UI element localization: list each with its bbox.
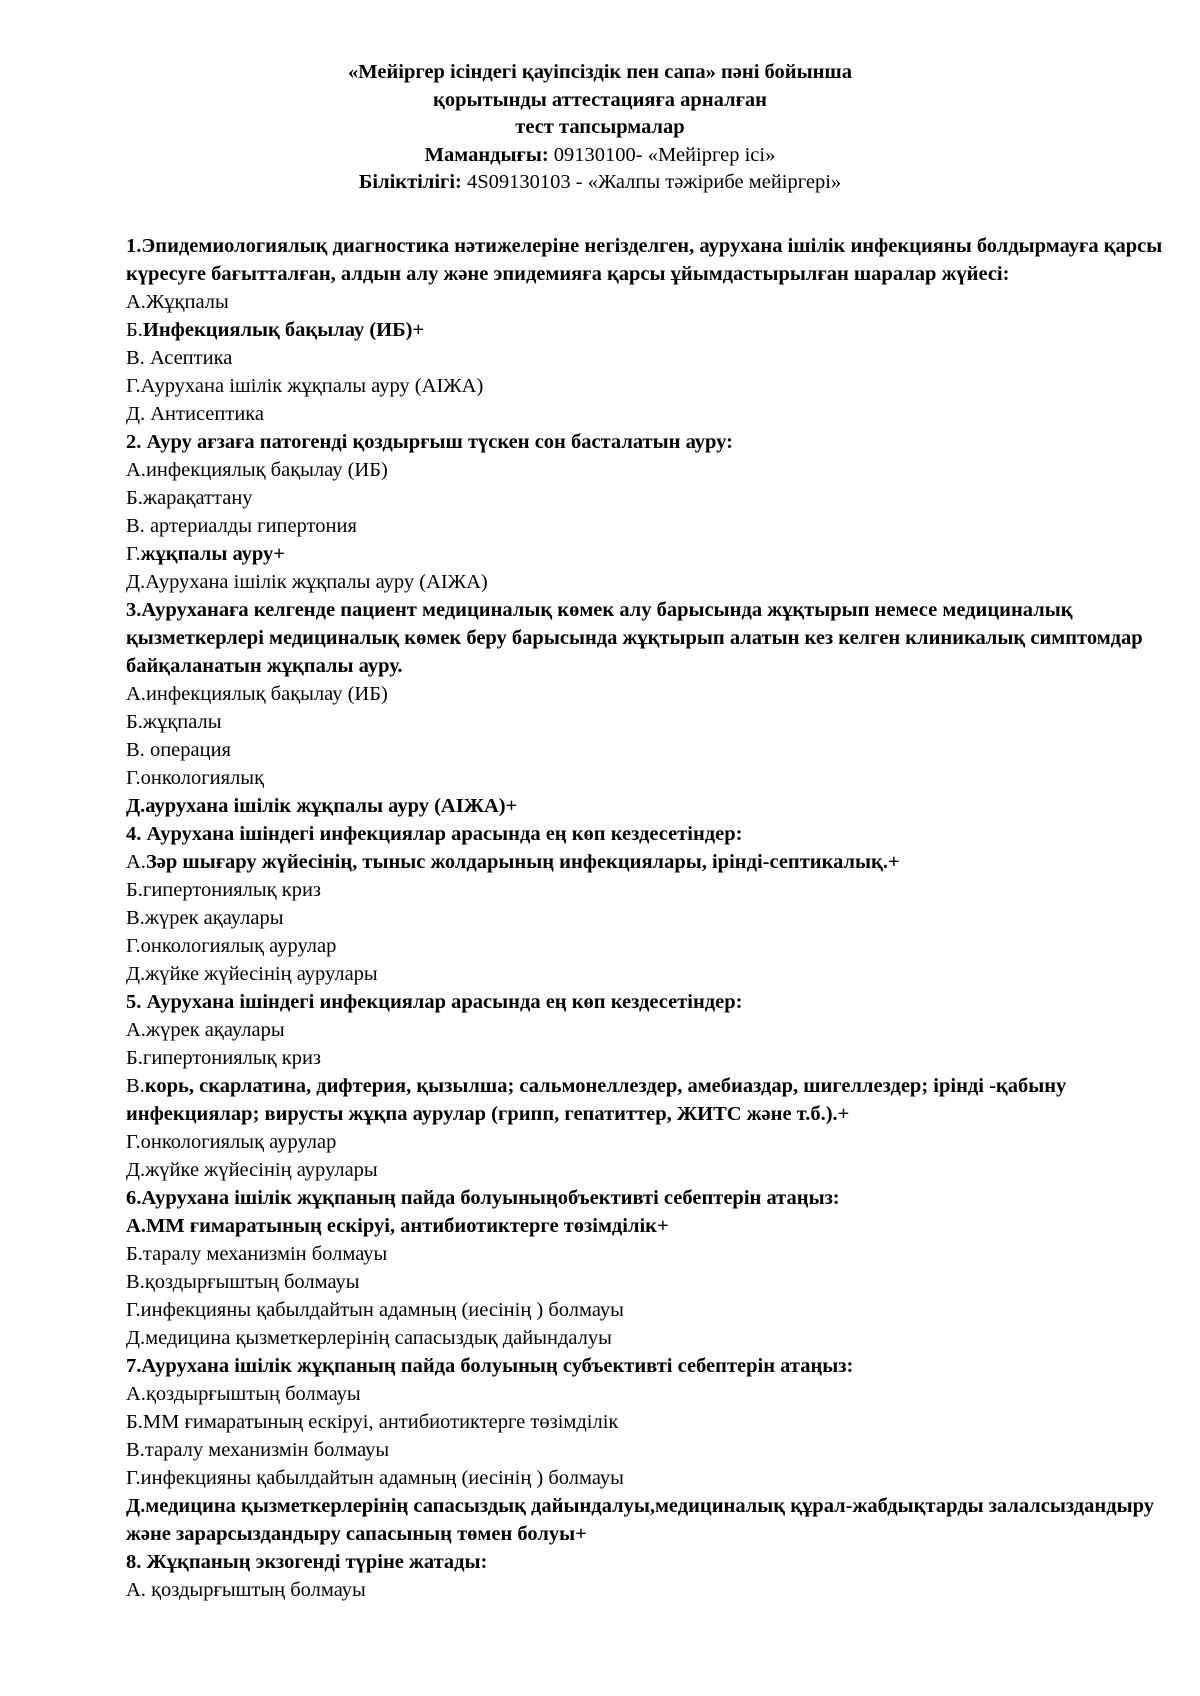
header-title-line-2: қорытынды аттестацияға арналған xyxy=(433,88,767,111)
answer-option-correct xyxy=(126,1072,1176,1128)
option-text: онкологиялық xyxy=(140,767,265,789)
answer-option xyxy=(126,1016,1176,1044)
option-prefix: В. xyxy=(126,347,150,369)
question-block xyxy=(126,988,1176,1184)
answer-option xyxy=(126,680,1176,708)
option-prefix: А. xyxy=(126,851,146,873)
question-block xyxy=(126,1184,1176,1352)
option-prefix: Д. xyxy=(126,963,146,985)
question-text: 8. Жұқпаның экзогенді түріне жатады: xyxy=(126,1551,488,1573)
qualification-value: 4S09130103 - «Жалпы тәжірибе мейіргері» xyxy=(461,171,842,193)
question-text: 6.Аурухана ішілік жұқпаның пайда болуыныңобъективті себептерін атаңыз: xyxy=(126,1187,840,1209)
option-prefix: А. xyxy=(126,1579,152,1601)
answer-option xyxy=(126,484,1176,512)
answer-option-correct xyxy=(126,1492,1176,1548)
answer-option xyxy=(126,1324,1176,1352)
option-text: таралу механизмін болмауы xyxy=(142,1243,388,1265)
answer-option xyxy=(126,1576,1176,1604)
option-text: инфекциялық бақылау (ИБ) xyxy=(145,683,388,705)
option-prefix: В. xyxy=(126,515,150,537)
option-prefix: Г. xyxy=(126,1131,141,1153)
answer-option xyxy=(126,372,1176,400)
option-prefix: Д. xyxy=(126,403,151,425)
option-prefix: Д. xyxy=(126,1159,146,1181)
option-text: таралу механизмін болмауы xyxy=(144,1439,390,1461)
document-header xyxy=(0,59,1200,197)
option-text: қоздырғыштың болмауы xyxy=(151,1579,366,1601)
answer-option xyxy=(126,932,1176,960)
question-block xyxy=(126,1548,1176,1604)
answer-option xyxy=(126,1464,1176,1492)
option-text: жұқпалы xyxy=(142,711,222,733)
option-prefix: Б. xyxy=(126,487,143,509)
option-text: жарақаттану xyxy=(142,487,253,509)
option-text: жұқпалы ауру+ xyxy=(140,543,285,565)
option-text: операция xyxy=(149,739,231,761)
option-prefix: Д. xyxy=(126,571,146,593)
option-text: қоздырғыштың болмауы xyxy=(144,1271,360,1293)
answer-option xyxy=(126,1380,1176,1408)
answer-option-correct xyxy=(126,540,1176,568)
option-text: жүйке жүйесінің аурулары xyxy=(145,1159,378,1181)
answer-option xyxy=(126,876,1176,904)
answer-option xyxy=(126,960,1176,988)
answer-option-correct xyxy=(126,316,1176,344)
option-text: Антисептика xyxy=(150,403,265,425)
answer-option xyxy=(126,288,1176,316)
answer-option xyxy=(126,568,1176,596)
answer-option xyxy=(126,1128,1176,1156)
option-prefix: В. xyxy=(126,1271,145,1293)
option-text: Аурухана ішілік жұқпалы ауру (АІЖА) xyxy=(140,375,484,397)
answer-option xyxy=(126,736,1176,764)
option-text: гипертониялық криз xyxy=(142,879,322,901)
option-prefix: Г. xyxy=(126,767,141,789)
option-prefix: Г. xyxy=(126,935,141,957)
option-prefix: А. xyxy=(126,459,146,481)
option-text: Жұқпалы xyxy=(145,291,229,313)
option-text: инфекциялық бақылау (ИБ) xyxy=(145,459,388,481)
header-title-line-3: тест тапсырмалар xyxy=(515,116,685,138)
answer-option xyxy=(126,764,1176,792)
option-prefix: Б. xyxy=(126,1243,143,1265)
option-prefix: Г. xyxy=(126,1467,141,1489)
option-prefix: В. xyxy=(126,1075,145,1097)
qualification-label: Біліктілігі: xyxy=(358,171,462,193)
option-prefix: Б. xyxy=(126,319,143,341)
question-block xyxy=(126,1352,1176,1548)
answer-option xyxy=(126,1296,1176,1324)
option-text: жүйке жүйесінің аурулары xyxy=(145,963,378,985)
option-text: ММ ғимаратының ескіруі, антибиотиктерге төзімділік xyxy=(142,1411,619,1433)
option-prefix: Г. xyxy=(126,1299,141,1321)
option-text: қоздырғыштың болмауы xyxy=(145,1383,361,1405)
option-prefix: Г. xyxy=(126,543,141,565)
option-text: онкологиялық аурулар xyxy=(140,1131,337,1153)
option-text: корь, скарлатина, дифтерия, қызылша; сальмонеллездер, амебиаздар, шигеллездер; ірінді -қабыну инфекциялар; вирусты жұқпа аурулар (грипп, гепатиттер, ЖИТС және т.б.).+ xyxy=(126,1075,1067,1125)
answer-option xyxy=(126,1268,1176,1296)
option-text: Аурухана ішілік жұқпалы ауру (АІЖА) xyxy=(145,571,488,593)
specialty-line xyxy=(0,142,1200,170)
option-prefix: А. xyxy=(126,1019,146,1041)
qualification-line xyxy=(0,169,1200,197)
option-prefix: А. xyxy=(126,683,146,705)
option-text: инфекцияны қабылдайтын адамның (иесінің ) болмауы xyxy=(140,1299,624,1321)
option-text: жүрек ақаулары xyxy=(145,1019,285,1041)
option-text: ММ ғимаратының ескіруі, антибиотиктерге төзімділік+ xyxy=(145,1215,669,1237)
option-text: жүрек ақаулары xyxy=(144,907,284,929)
option-prefix: Д. xyxy=(126,1327,146,1349)
answer-option xyxy=(126,1044,1176,1072)
option-text: Асептика xyxy=(149,347,233,369)
option-text: аурухана ішілік жұқпалы ауру (АІЖА)+ xyxy=(145,795,518,817)
answer-option-correct xyxy=(126,792,1176,820)
option-text: Зәр шығару жүйесінің, тыныс жолдарының инфекциялары, ірінді-септикалық.+ xyxy=(145,851,900,873)
option-text: Инфекциялық бақылау (ИБ)+ xyxy=(142,319,425,341)
option-prefix: Д. xyxy=(126,1495,146,1517)
option-prefix: Д. xyxy=(126,795,146,817)
questions-list xyxy=(126,232,1176,1604)
option-prefix: А. xyxy=(126,1383,146,1405)
answer-option xyxy=(126,1240,1176,1268)
question-block xyxy=(126,820,1176,988)
option-prefix: В. xyxy=(126,739,150,761)
option-text: медицина қызметкерлерінің сапасыздық дайындалуы,медициналық құрал-жабдықтарды залалсыздандыру және зарарсыздандыру сапасының төмен болуы+ xyxy=(126,1495,1154,1545)
question-block xyxy=(126,596,1176,820)
specialty-label: Мамандығы: xyxy=(424,143,549,166)
question-text: 3.Ауруханаға келгенде пациент медициналық көмек алу барысында жұқтырып немесе медициналық қызметкерлері медициналық көмек беру барысында жұқтырып алатын кез келген клиникалық симптомдар байқаланатын жұқпалы ауру. xyxy=(126,599,1143,677)
answer-option xyxy=(126,344,1176,372)
answer-option xyxy=(126,456,1176,484)
question-text: 5. Аурухана ішіндегі инфекциялар арасында ең көп кездесетіндер: xyxy=(126,991,743,1013)
question-text: 1.Эпидемиологиялық диагностика нәтижелеріне негізделген, аурухана ішілік инфекцияны болдырмауға қарсы күресуге бағытталған, алдын алу және эпидемияға қарсы ұйымдастырылған шаралар жүйесі: xyxy=(126,235,1163,285)
answer-option xyxy=(126,1156,1176,1184)
option-text: артериалды гипертония xyxy=(149,515,357,537)
option-text: инфекцияны қабылдайтын адамның (иесінің ) болмауы xyxy=(140,1467,624,1489)
option-prefix: А. xyxy=(126,291,146,313)
answer-option xyxy=(126,904,1176,932)
question-text: 7.Аурухана ішілік жұқпаның пайда болуының субъективті себептерін атаңыз: xyxy=(126,1355,854,1377)
answer-option-correct xyxy=(126,848,1176,876)
question-text: 2. Ауру ағзаға патогенді қоздырғыш түскен сон басталатын ауру: xyxy=(126,431,733,453)
answer-option xyxy=(126,400,1176,428)
option-prefix: Б. xyxy=(126,711,143,733)
answer-option xyxy=(126,1436,1176,1464)
option-prefix: Г. xyxy=(126,375,141,397)
answer-option xyxy=(126,708,1176,736)
option-prefix: А. xyxy=(126,1215,146,1237)
option-text: медицина қызметкерлерінің сапасыздық дайындалуы xyxy=(145,1327,612,1349)
option-text: онкологиялық аурулар xyxy=(140,935,337,957)
question-block xyxy=(126,428,1176,596)
specialty-value: 09130100- «Мейіргер ісі» xyxy=(548,143,776,166)
question-block xyxy=(126,232,1176,428)
header-title-line-1: «Мейіргер ісіндегі қауіпсіздік пен сапа» пәні бойынша xyxy=(348,61,852,83)
answer-option xyxy=(126,512,1176,540)
option-text: гипертониялық криз xyxy=(142,1047,322,1069)
option-prefix: Б. xyxy=(126,1411,143,1433)
answer-option-correct xyxy=(126,1212,1176,1240)
option-prefix: В. xyxy=(126,907,145,929)
question-text: 4. Аурухана ішіндегі инфекциялар арасында ең көп кездесетіндер: xyxy=(126,823,743,845)
option-prefix: Б. xyxy=(126,879,143,901)
option-prefix: В. xyxy=(126,1439,145,1461)
option-prefix: Б. xyxy=(126,1047,143,1069)
answer-option xyxy=(126,1408,1176,1436)
